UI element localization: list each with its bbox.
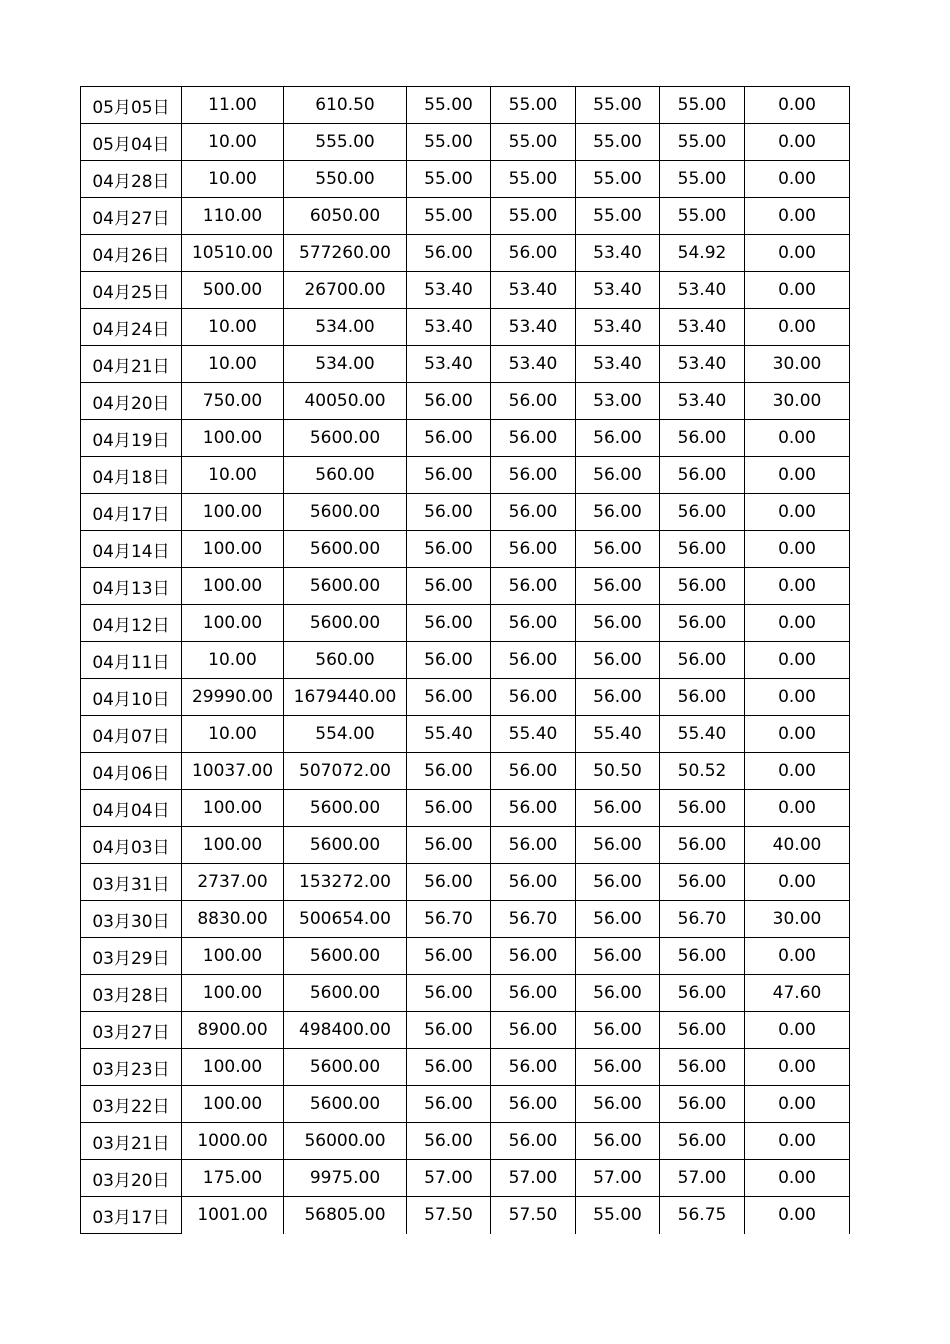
date-cell: 03月22日	[81, 1086, 182, 1123]
table-row	[81, 642, 850, 679]
amount-cell: 560.00	[284, 457, 407, 494]
low-price-cell: 57.00	[576, 1160, 660, 1197]
low-price-cell: 56.00	[576, 864, 660, 901]
change-cell: 0.00	[745, 494, 850, 531]
open-price-cell: 56.00	[407, 383, 491, 420]
high-price-cell: 56.70	[491, 901, 576, 938]
high-price-cell: 56.00	[491, 1049, 576, 1086]
high-price-cell: 55.00	[491, 198, 576, 235]
table-row	[81, 1086, 850, 1123]
change-cell: 0.00	[745, 1197, 850, 1234]
open-price-cell: 56.00	[407, 457, 491, 494]
open-price-cell: 56.00	[407, 1086, 491, 1123]
amount-cell: 153272.00	[284, 864, 407, 901]
open-price-cell: 55.00	[407, 87, 491, 124]
date-cell: 04月24日	[81, 309, 182, 346]
amount-cell: 577260.00	[284, 235, 407, 272]
high-price-cell: 55.00	[491, 87, 576, 124]
date-cell: 04月20日	[81, 383, 182, 420]
volume-cell: 10.00	[182, 642, 284, 679]
high-price-cell: 57.00	[491, 1160, 576, 1197]
low-price-cell: 56.00	[576, 531, 660, 568]
high-price-cell: 55.00	[491, 161, 576, 198]
change-cell: 0.00	[745, 1049, 850, 1086]
amount-cell: 5600.00	[284, 790, 407, 827]
change-cell: 40.00	[745, 827, 850, 864]
low-price-cell: 56.00	[576, 827, 660, 864]
date-cell: 04月27日	[81, 198, 182, 235]
change-cell: 0.00	[745, 87, 850, 124]
low-price-cell: 55.00	[576, 161, 660, 198]
open-price-cell: 56.00	[407, 864, 491, 901]
table-row	[81, 790, 850, 827]
volume-cell: 100.00	[182, 420, 284, 457]
high-price-cell: 56.00	[491, 383, 576, 420]
close-price-cell: 56.00	[660, 679, 745, 716]
close-price-cell: 50.52	[660, 753, 745, 790]
table-row	[81, 716, 850, 753]
change-cell: 0.00	[745, 309, 850, 346]
date-cell: 03月21日	[81, 1123, 182, 1160]
open-price-cell: 56.00	[407, 235, 491, 272]
open-price-cell: 56.00	[407, 1012, 491, 1049]
amount-cell: 56000.00	[284, 1123, 407, 1160]
high-price-cell: 56.00	[491, 420, 576, 457]
close-price-cell: 56.00	[660, 1049, 745, 1086]
change-cell: 0.00	[745, 938, 850, 975]
change-cell: 0.00	[745, 124, 850, 161]
close-price-cell: 53.40	[660, 272, 745, 309]
date-cell: 04月10日	[81, 679, 182, 716]
date-cell: 04月21日	[81, 346, 182, 383]
table-row	[81, 494, 850, 531]
change-cell: 30.00	[745, 383, 850, 420]
open-price-cell: 55.40	[407, 716, 491, 753]
change-cell: 0.00	[745, 161, 850, 198]
low-price-cell: 53.40	[576, 309, 660, 346]
high-price-cell: 56.00	[491, 679, 576, 716]
table-row	[81, 827, 850, 864]
high-price-cell: 56.00	[491, 1012, 576, 1049]
volume-cell: 100.00	[182, 938, 284, 975]
open-price-cell: 55.00	[407, 124, 491, 161]
date-cell: 03月17日	[81, 1197, 182, 1234]
high-price-cell: 53.40	[491, 309, 576, 346]
amount-cell: 554.00	[284, 716, 407, 753]
amount-cell: 5600.00	[284, 568, 407, 605]
date-cell: 04月19日	[81, 420, 182, 457]
amount-cell: 5600.00	[284, 605, 407, 642]
date-cell: 04月03日	[81, 827, 182, 864]
low-price-cell: 50.50	[576, 753, 660, 790]
amount-cell: 534.00	[284, 309, 407, 346]
volume-cell: 10.00	[182, 457, 284, 494]
high-price-cell: 56.00	[491, 864, 576, 901]
date-cell: 04月04日	[81, 790, 182, 827]
volume-cell: 100.00	[182, 790, 284, 827]
low-price-cell: 56.00	[576, 679, 660, 716]
open-price-cell: 53.40	[407, 346, 491, 383]
change-cell: 0.00	[745, 272, 850, 309]
open-price-cell: 56.00	[407, 1049, 491, 1086]
date-cell: 04月13日	[81, 568, 182, 605]
close-price-cell: 55.00	[660, 124, 745, 161]
table-row	[81, 457, 850, 494]
table-row	[81, 679, 850, 716]
date-cell: 04月12日	[81, 605, 182, 642]
table-row	[81, 753, 850, 790]
table-row	[81, 346, 850, 383]
change-cell: 0.00	[745, 679, 850, 716]
open-price-cell: 55.00	[407, 198, 491, 235]
table-row	[81, 1197, 850, 1234]
volume-cell: 1001.00	[182, 1197, 284, 1234]
volume-cell: 2737.00	[182, 864, 284, 901]
high-price-cell: 56.00	[491, 827, 576, 864]
high-price-cell: 56.00	[491, 1123, 576, 1160]
amount-cell: 498400.00	[284, 1012, 407, 1049]
close-price-cell: 56.70	[660, 901, 745, 938]
close-price-cell: 57.00	[660, 1160, 745, 1197]
date-cell: 03月20日	[81, 1160, 182, 1197]
close-price-cell: 55.00	[660, 161, 745, 198]
low-price-cell: 56.00	[576, 457, 660, 494]
open-price-cell: 56.00	[407, 753, 491, 790]
close-price-cell: 56.00	[660, 457, 745, 494]
change-cell: 0.00	[745, 605, 850, 642]
volume-cell: 10.00	[182, 161, 284, 198]
high-price-cell: 56.00	[491, 790, 576, 827]
close-price-cell: 56.75	[660, 1197, 745, 1234]
change-cell: 0.00	[745, 753, 850, 790]
date-cell: 04月17日	[81, 494, 182, 531]
close-price-cell: 53.40	[660, 309, 745, 346]
volume-cell: 100.00	[182, 827, 284, 864]
data-table	[80, 86, 850, 1234]
table-row	[81, 124, 850, 161]
low-price-cell: 55.00	[576, 198, 660, 235]
volume-cell: 100.00	[182, 568, 284, 605]
change-cell: 0.00	[745, 1160, 850, 1197]
low-price-cell: 53.40	[576, 272, 660, 309]
table-row	[81, 1123, 850, 1160]
amount-cell: 5600.00	[284, 494, 407, 531]
date-cell: 04月18日	[81, 457, 182, 494]
table-row	[81, 568, 850, 605]
low-price-cell: 56.00	[576, 938, 660, 975]
change-cell: 47.60	[745, 975, 850, 1012]
close-price-cell: 56.00	[660, 864, 745, 901]
table-row	[81, 235, 850, 272]
low-price-cell: 55.40	[576, 716, 660, 753]
low-price-cell: 56.00	[576, 975, 660, 1012]
date-cell: 04月14日	[81, 531, 182, 568]
amount-cell: 5600.00	[284, 975, 407, 1012]
open-price-cell: 53.40	[407, 309, 491, 346]
change-cell: 0.00	[745, 864, 850, 901]
volume-cell: 100.00	[182, 1049, 284, 1086]
change-cell: 0.00	[745, 531, 850, 568]
open-price-cell: 56.00	[407, 568, 491, 605]
volume-cell: 100.00	[182, 531, 284, 568]
low-price-cell: 56.00	[576, 1086, 660, 1123]
low-price-cell: 56.00	[576, 568, 660, 605]
open-price-cell: 56.00	[407, 679, 491, 716]
low-price-cell: 56.00	[576, 1123, 660, 1160]
date-cell: 04月25日	[81, 272, 182, 309]
high-price-cell: 56.00	[491, 531, 576, 568]
date-cell: 03月31日	[81, 864, 182, 901]
high-price-cell: 56.00	[491, 642, 576, 679]
table-row	[81, 198, 850, 235]
high-price-cell: 56.00	[491, 605, 576, 642]
volume-cell: 10510.00	[182, 235, 284, 272]
table-row	[81, 901, 850, 938]
low-price-cell: 55.00	[576, 124, 660, 161]
amount-cell: 26700.00	[284, 272, 407, 309]
volume-cell: 8900.00	[182, 1012, 284, 1049]
open-price-cell: 56.00	[407, 420, 491, 457]
amount-cell: 6050.00	[284, 198, 407, 235]
close-price-cell: 56.00	[660, 938, 745, 975]
change-cell: 0.00	[745, 642, 850, 679]
amount-cell: 5600.00	[284, 531, 407, 568]
close-price-cell: 55.00	[660, 198, 745, 235]
high-price-cell: 53.40	[491, 346, 576, 383]
low-price-cell: 56.00	[576, 420, 660, 457]
low-price-cell: 55.00	[576, 1197, 660, 1234]
change-cell: 30.00	[745, 901, 850, 938]
close-price-cell: 56.00	[660, 1123, 745, 1160]
amount-cell: 5600.00	[284, 938, 407, 975]
table-row	[81, 309, 850, 346]
volume-cell: 8830.00	[182, 901, 284, 938]
low-price-cell: 56.00	[576, 1012, 660, 1049]
volume-cell: 10.00	[182, 309, 284, 346]
high-price-cell: 56.00	[491, 494, 576, 531]
open-price-cell: 56.00	[407, 827, 491, 864]
date-cell: 03月30日	[81, 901, 182, 938]
volume-cell: 10.00	[182, 716, 284, 753]
change-cell: 0.00	[745, 457, 850, 494]
close-price-cell: 56.00	[660, 605, 745, 642]
table-body	[81, 87, 850, 1234]
change-cell: 0.00	[745, 568, 850, 605]
date-cell: 05月04日	[81, 124, 182, 161]
close-price-cell: 55.40	[660, 716, 745, 753]
close-price-cell: 53.40	[660, 346, 745, 383]
close-price-cell: 56.00	[660, 975, 745, 1012]
close-price-cell: 56.00	[660, 568, 745, 605]
date-cell: 04月06日	[81, 753, 182, 790]
amount-cell: 1679440.00	[284, 679, 407, 716]
change-cell: 0.00	[745, 790, 850, 827]
close-price-cell: 56.00	[660, 531, 745, 568]
low-price-cell: 55.00	[576, 87, 660, 124]
table-row	[81, 864, 850, 901]
volume-cell: 11.00	[182, 87, 284, 124]
change-cell: 0.00	[745, 716, 850, 753]
low-price-cell: 56.00	[576, 494, 660, 531]
amount-cell: 5600.00	[284, 1086, 407, 1123]
volume-cell: 100.00	[182, 1086, 284, 1123]
low-price-cell: 56.00	[576, 642, 660, 679]
table-row	[81, 938, 850, 975]
close-price-cell: 56.00	[660, 420, 745, 457]
high-price-cell: 55.00	[491, 124, 576, 161]
table-row	[81, 272, 850, 309]
volume-cell: 175.00	[182, 1160, 284, 1197]
open-price-cell: 56.00	[407, 938, 491, 975]
high-price-cell: 53.40	[491, 272, 576, 309]
close-price-cell: 54.92	[660, 235, 745, 272]
high-price-cell: 57.50	[491, 1197, 576, 1234]
close-price-cell: 56.00	[660, 494, 745, 531]
close-price-cell: 56.00	[660, 642, 745, 679]
high-price-cell: 56.00	[491, 568, 576, 605]
date-cell: 03月29日	[81, 938, 182, 975]
volume-cell: 10.00	[182, 346, 284, 383]
change-cell: 0.00	[745, 1123, 850, 1160]
date-cell: 03月28日	[81, 975, 182, 1012]
amount-cell: 534.00	[284, 346, 407, 383]
table-row	[81, 1049, 850, 1086]
open-price-cell: 55.00	[407, 161, 491, 198]
table-row	[81, 87, 850, 124]
low-price-cell: 56.00	[576, 790, 660, 827]
amount-cell: 9975.00	[284, 1160, 407, 1197]
volume-cell: 10.00	[182, 124, 284, 161]
high-price-cell: 56.00	[491, 457, 576, 494]
table-row	[81, 605, 850, 642]
close-price-cell: 56.00	[660, 1086, 745, 1123]
close-price-cell: 56.00	[660, 827, 745, 864]
date-cell: 04月26日	[81, 235, 182, 272]
volume-cell: 29990.00	[182, 679, 284, 716]
table-row	[81, 383, 850, 420]
low-price-cell: 56.00	[576, 605, 660, 642]
change-cell: 0.00	[745, 1086, 850, 1123]
open-price-cell: 56.00	[407, 494, 491, 531]
change-cell: 30.00	[745, 346, 850, 383]
high-price-cell: 56.00	[491, 1086, 576, 1123]
low-price-cell: 56.00	[576, 901, 660, 938]
high-price-cell: 56.00	[491, 975, 576, 1012]
volume-cell: 100.00	[182, 975, 284, 1012]
amount-cell: 555.00	[284, 124, 407, 161]
change-cell: 0.00	[745, 420, 850, 457]
date-cell: 04月28日	[81, 161, 182, 198]
open-price-cell: 56.00	[407, 531, 491, 568]
amount-cell: 610.50	[284, 87, 407, 124]
low-price-cell: 53.40	[576, 346, 660, 383]
open-price-cell: 56.00	[407, 975, 491, 1012]
date-cell: 04月11日	[81, 642, 182, 679]
amount-cell: 40050.00	[284, 383, 407, 420]
amount-cell: 550.00	[284, 161, 407, 198]
date-cell: 03月23日	[81, 1049, 182, 1086]
high-price-cell: 55.40	[491, 716, 576, 753]
volume-cell: 10037.00	[182, 753, 284, 790]
low-price-cell: 53.40	[576, 235, 660, 272]
date-cell: 03月27日	[81, 1012, 182, 1049]
table-row	[81, 161, 850, 198]
open-price-cell: 56.00	[407, 1123, 491, 1160]
table-row	[81, 975, 850, 1012]
volume-cell: 110.00	[182, 198, 284, 235]
high-price-cell: 56.00	[491, 938, 576, 975]
open-price-cell: 56.70	[407, 901, 491, 938]
amount-cell: 507072.00	[284, 753, 407, 790]
amount-cell: 5600.00	[284, 1049, 407, 1086]
table-row	[81, 420, 850, 457]
low-price-cell: 56.00	[576, 1049, 660, 1086]
high-price-cell: 56.00	[491, 235, 576, 272]
close-price-cell: 55.00	[660, 87, 745, 124]
date-cell: 04月07日	[81, 716, 182, 753]
amount-cell: 500654.00	[284, 901, 407, 938]
high-price-cell: 56.00	[491, 753, 576, 790]
close-price-cell: 53.40	[660, 383, 745, 420]
amount-cell: 5600.00	[284, 420, 407, 457]
volume-cell: 750.00	[182, 383, 284, 420]
amount-cell: 56805.00	[284, 1197, 407, 1234]
close-price-cell: 56.00	[660, 790, 745, 827]
open-price-cell: 57.00	[407, 1160, 491, 1197]
low-price-cell: 53.00	[576, 383, 660, 420]
table-row	[81, 531, 850, 568]
open-price-cell: 56.00	[407, 605, 491, 642]
volume-cell: 100.00	[182, 494, 284, 531]
date-cell: 05月05日	[81, 87, 182, 124]
change-cell: 0.00	[745, 1012, 850, 1049]
volume-cell: 500.00	[182, 272, 284, 309]
amount-cell: 560.00	[284, 642, 407, 679]
volume-cell: 1000.00	[182, 1123, 284, 1160]
table-row	[81, 1160, 850, 1197]
open-price-cell: 57.50	[407, 1197, 491, 1234]
volume-cell: 100.00	[182, 605, 284, 642]
change-cell: 0.00	[745, 235, 850, 272]
open-price-cell: 56.00	[407, 790, 491, 827]
table-row	[81, 1012, 850, 1049]
close-price-cell: 56.00	[660, 1012, 745, 1049]
change-cell: 0.00	[745, 198, 850, 235]
open-price-cell: 56.00	[407, 642, 491, 679]
amount-cell: 5600.00	[284, 827, 407, 864]
open-price-cell: 53.40	[407, 272, 491, 309]
